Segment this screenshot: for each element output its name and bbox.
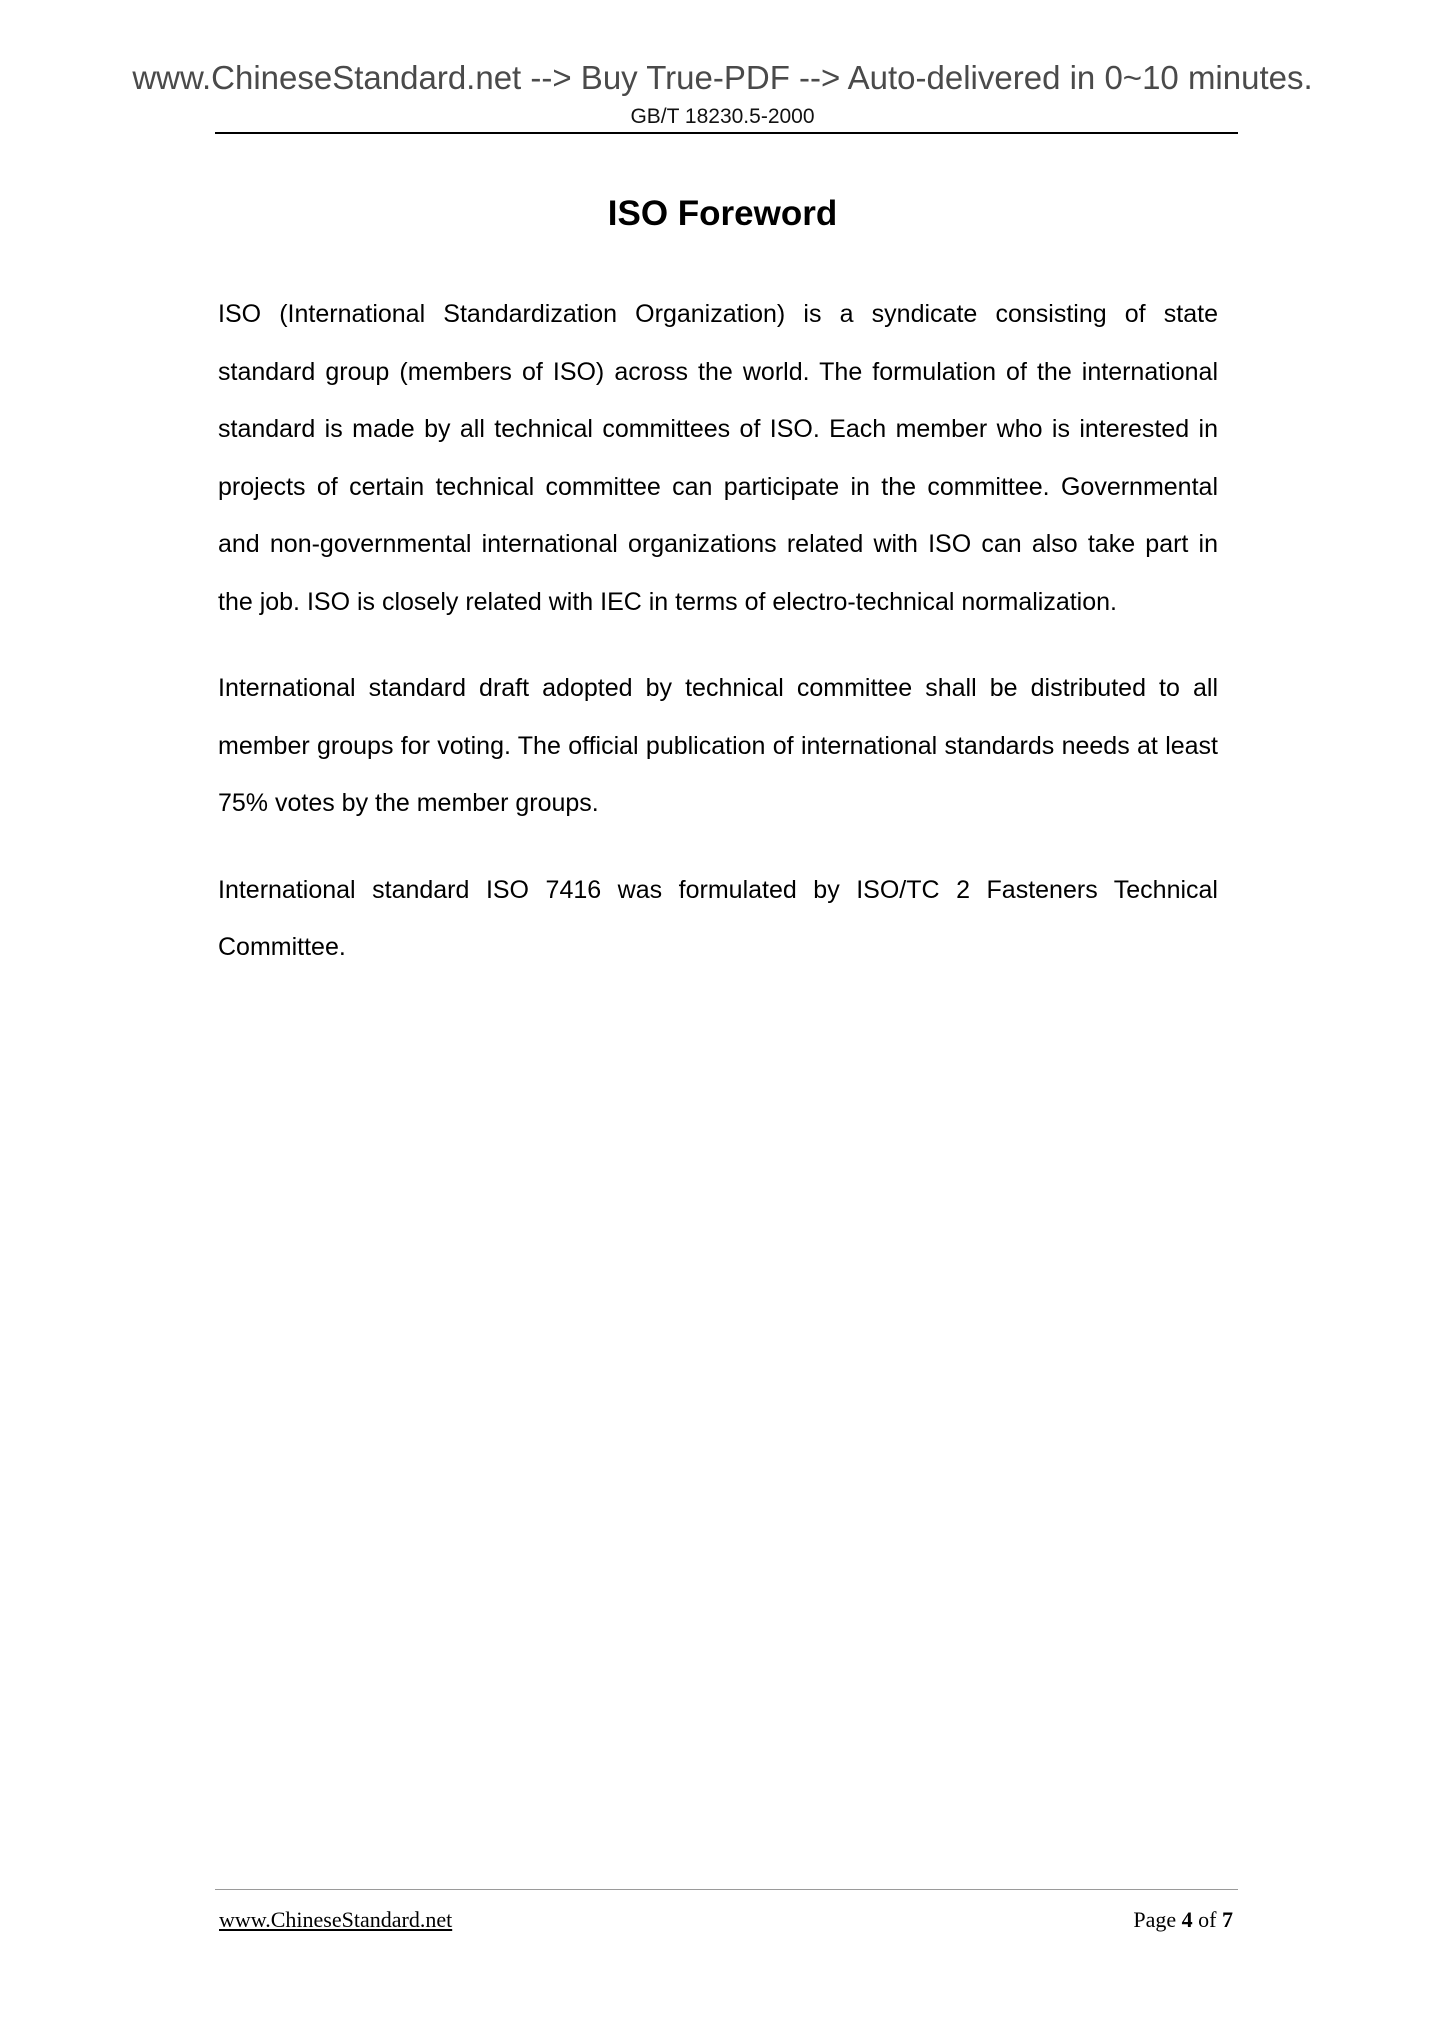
standard-code: GB/T 18230.5-2000 [630, 105, 815, 128]
paragraph-iso-overview: ISO (International Standardization Organization) is a syndicate consisting of state standard group (members of ISO) across the world. The formulation of the international standard is made by all technical committees of ISO. Each member who is interested in projects of certain technical committee can participate in the committee. Governmental and non-governmental international organizations related with ISO can also take part in the job. ISO is closely related with IEC in terms of electro-technical normalization. [218, 300, 1218, 616]
paragraph-voting: International standard draft adopted by technical committee shall be distributed to all member groups for voting. The official publication of international standards needs at least 75% votes by the member groups. [218, 674, 1218, 817]
page-current: 4 [1181, 1907, 1193, 1932]
site-banner: www.ChineseStandard.net --> Buy True-PDF --> Auto-delivered in 0~10 minutes. [132, 59, 1313, 96]
paragraph-iso-7416: International standard ISO 7416 was formulated by ISO/TC 2 Fasteners Technical Committee. [218, 875, 1218, 961]
page-number [1133, 1906, 1233, 1934]
page-total: 7 [1222, 1907, 1233, 1932]
page-middle: of [1192, 1907, 1222, 1932]
header-divider [215, 132, 1238, 134]
document-body [218, 286, 1218, 1006]
page-prefix: Page [1133, 1907, 1182, 1932]
footer-website-link[interactable]: www.ChineseStandard.net [219, 1907, 453, 1932]
page-title: ISO Foreword [607, 194, 838, 233]
footer-divider [215, 1889, 1238, 1890]
